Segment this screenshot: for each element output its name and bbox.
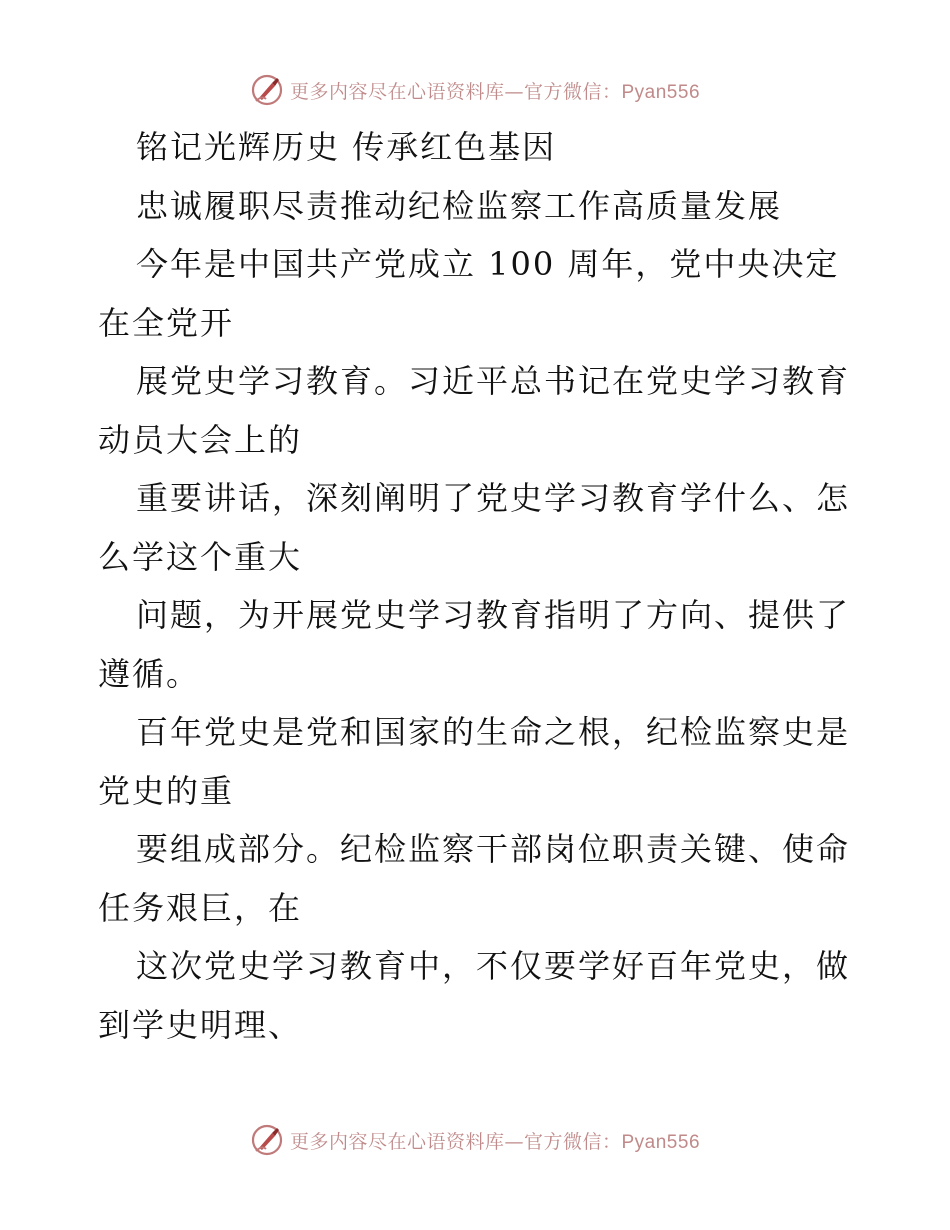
text-line: 展党史学习教育。习近平总书记在党史学习教育 — [136, 362, 851, 400]
text-line: 党史的重 — [98, 771, 235, 810]
text-line: 任务艰巨，在 — [98, 888, 303, 927]
document-body — [98, 118, 858, 1054]
watermark-text: 更多内容尽在心语资料库—官方微信：Pyan556 — [289, 80, 701, 103]
text-line: 到学史明理、 — [98, 1005, 303, 1044]
wechat-id: Pyan556 — [621, 1131, 701, 1153]
text-line: 重要讲话，深刻阐明了党史学习教育学什么、怎 — [136, 479, 851, 517]
text-line: 么学这个重大 — [98, 537, 303, 576]
quill-pen-logo-icon — [250, 1123, 284, 1157]
watermark-text: 更多内容尽在心语资料库—官方微信：Pyan556 — [289, 1130, 701, 1153]
text-line: 问题，为开展党史学习教育指明了方向、提供了 — [136, 596, 851, 634]
wechat-id: Pyan556 — [621, 81, 701, 103]
text-line: 今年是中国共产党成立 100 周年，党中央决定 — [136, 245, 840, 283]
text-line: 百年党史是党和国家的生命之根，纪检监察史是 — [136, 713, 851, 751]
quill-pen-logo-icon — [250, 73, 284, 107]
text-line: 动员大会上的 — [98, 420, 303, 459]
header-watermark-banner — [0, 70, 950, 110]
text-line: 要组成部分。纪检监察干部岗位职责关键、使命 — [136, 830, 851, 868]
text-line: 遵循。 — [98, 654, 201, 693]
footer-watermark-banner — [0, 1120, 950, 1160]
text-line: 这次党史学习教育中，不仅要学好百年党史，做 — [136, 947, 851, 985]
text-line: 铭记光辉历史 传承红色基因 — [136, 128, 557, 166]
text-line: 忠诚履职尽责推动纪检监察工作高质量发展 — [136, 186, 783, 225]
text-line: 在全党开 — [98, 303, 235, 342]
